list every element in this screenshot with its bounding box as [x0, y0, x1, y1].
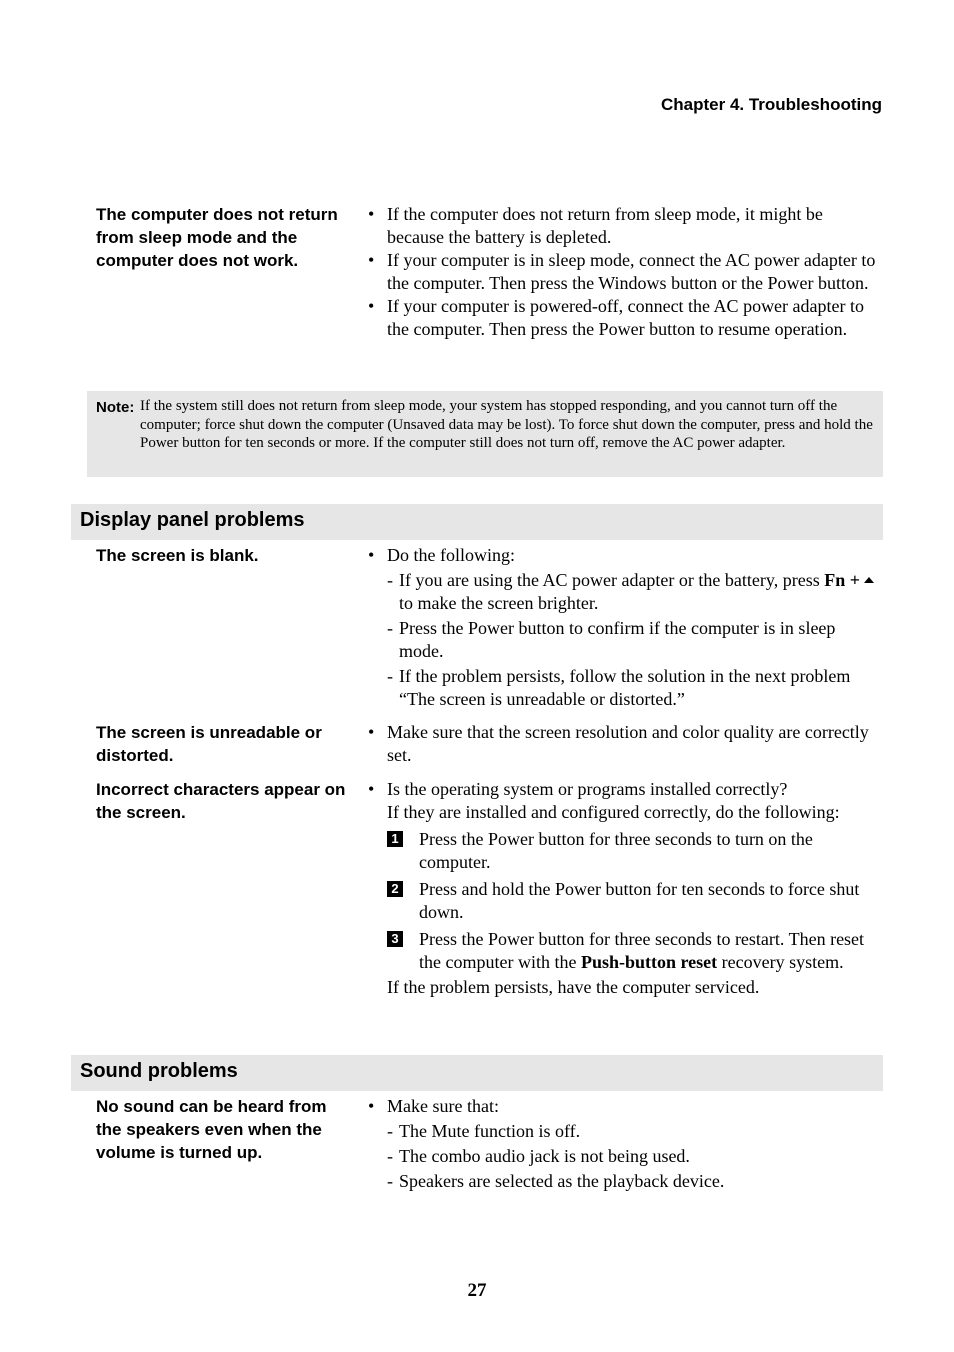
step-item: 2 Press and hold the Power button for ten seconds to force shut down. — [368, 878, 878, 924]
step-number-badge: 3 — [387, 931, 403, 947]
sub-item: - The combo audio jack is not being used. — [387, 1146, 690, 1166]
section-header-display — [71, 504, 883, 540]
problem-sleep-mode: The computer does not return from sleep mode and the computer does not work. — [96, 205, 338, 270]
solution-sleep-mode — [368, 203, 878, 341]
list-item: • Make sure that the screen resolution and color quality are correctly set. — [368, 722, 869, 765]
step-item: 1 Press the Power button for three seconds to turn on the computer. — [368, 828, 878, 874]
brightness-up-icon — [864, 577, 874, 583]
problem-screen-blank: The screen is blank. — [96, 546, 259, 565]
list-item: • If your computer is powered-off, connect the AC power adapter to the computer. Then press the Power button to resume operation. — [368, 296, 865, 339]
solution-no-sound — [368, 1095, 878, 1193]
list-item: • Is the operating system or programs installed correctly? — [368, 779, 788, 799]
list-item: • If your computer is in sleep mode, connect the AC power adapter to the computer. Then press the Windows button or the Power button. — [368, 250, 876, 293]
problem-no-sound: No sound can be heard from the speakers even when the volume is turned up. — [96, 1097, 327, 1162]
sub-item: - If the problem persists, follow the solution in the next problem “The screen is unreadable or distorted.” — [387, 666, 851, 709]
intro-text: If they are installed and configured correctly, do the following: — [387, 802, 840, 822]
chapter-header: Chapter 4. Troubleshooting — [660, 95, 882, 114]
sub-item: - If you are using the AC power adapter or the battery, press Fn +to make the screen brighter. — [368, 569, 878, 615]
solution-screen-unreadable — [368, 721, 878, 767]
solution-screen-blank — [368, 544, 878, 711]
sub-item: - Speakers are selected as the playback device. — [387, 1171, 725, 1191]
step-number-badge: 1 — [387, 831, 403, 847]
section-title: Sound problems — [80, 1060, 238, 1082]
note-text: If the system still does not return from sleep mode, your system has stopped responding, and you cannot turn off the computer; force shut down the computer (Unsaved data may be lost). To force shut down the computer, press and hold the Power button for ten seconds or more. If the computer still does not turn off, remove the AC power adapter. — [140, 398, 873, 451]
step-item: 3 Press the Power button for three seconds to restart. Then reset the computer with the Push-button reset recovery system. — [368, 928, 878, 974]
problem-incorrect-characters: Incorrect characters appear on the screen. — [96, 780, 346, 822]
sub-item: - The Mute function is off. — [387, 1121, 581, 1141]
list-item: • Do the following: — [368, 545, 515, 565]
section-title: Display panel problems — [80, 509, 305, 531]
list-item: • If the computer does not return from sleep mode, it might be because the battery is depleted. — [368, 204, 823, 247]
note-box — [87, 391, 883, 477]
note-label: Note: — [96, 399, 135, 416]
solution-incorrect-characters — [368, 778, 878, 999]
sub-item: - Press the Power button to confirm if the computer is in sleep mode. — [387, 618, 836, 661]
list-item: • Make sure that: — [368, 1096, 499, 1116]
problem-screen-unreadable: The screen is unreadable or distorted. — [96, 723, 322, 765]
outro-text: If the problem persists, have the computer serviced. — [387, 977, 760, 997]
section-header-sound — [71, 1055, 883, 1091]
step-number-badge: 2 — [387, 881, 403, 897]
page-number: 27 — [467, 1280, 487, 1301]
